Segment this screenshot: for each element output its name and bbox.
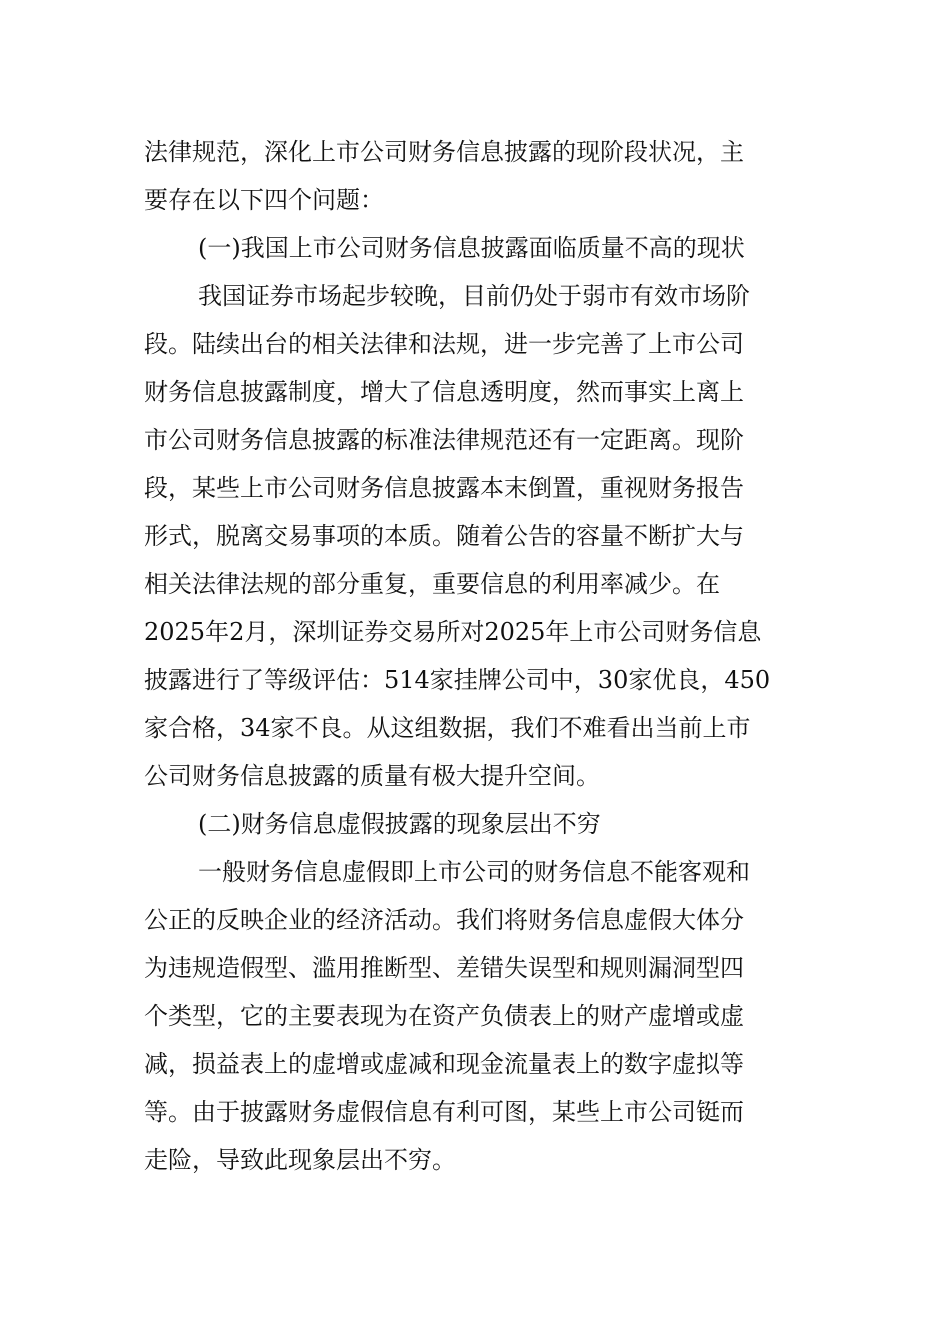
section-heading-2 bbox=[144, 800, 794, 848]
paragraph-intro-continuation bbox=[144, 128, 794, 224]
text-line: 我国证券市场起步较晚，目前仍处于弱市有效市场阶 bbox=[198, 282, 750, 310]
text-line: 家合格，34家不良。从这组数据，我们不难看出当前上市 bbox=[144, 714, 751, 742]
text-line: 段，某些上市公司财务信息披露本末倒置，重视财务报告 bbox=[144, 474, 744, 502]
text-line: 个类型，它的主要表现为在资产负债表上的财产虚增或虚 bbox=[144, 1002, 744, 1030]
text-line: 相关法律法规的部分重复，重要信息的利用率减少。在 bbox=[144, 570, 720, 598]
document-page bbox=[144, 128, 794, 1184]
section-heading-1 bbox=[144, 224, 794, 272]
heading-text: (一)我国上市公司财务信息披露面临质量不高的现状 bbox=[198, 234, 745, 262]
text-line: 等。由于披露财务虚假信息有利可图，某些上市公司铤而 bbox=[144, 1098, 744, 1126]
text-line: 要存在以下四个问题： bbox=[144, 186, 384, 214]
text-line: 2025年2月，深圳证券交易所对2025年上市公司财务信息 bbox=[144, 618, 762, 646]
paragraph-section-2 bbox=[144, 848, 794, 1184]
text-line: 一般财务信息虚假即上市公司的财务信息不能客观和 bbox=[198, 858, 750, 886]
text-line: 段。陆续出台的相关法律和法规，进一步完善了上市公司 bbox=[144, 330, 744, 358]
text-line: 财务信息披露制度，增大了信息透明度，然而事实上离上 bbox=[144, 378, 744, 406]
paragraph-section-1 bbox=[144, 272, 794, 800]
text-line: 走险，导致此现象层出不穷。 bbox=[144, 1146, 456, 1174]
text-line: 形式，脱离交易事项的本质。随着公告的容量不断扩大与 bbox=[144, 522, 744, 550]
text-line: 为违规造假型、滥用推断型、差错失误型和规则漏洞型四 bbox=[144, 954, 744, 982]
text-line: 减，损益表上的虚增或虚减和现金流量表上的数字虚拟等 bbox=[144, 1050, 744, 1078]
heading-text: (二)财务信息虚假披露的现象层出不穷 bbox=[198, 810, 601, 838]
text-line: 公正的反映企业的经济活动。我们将财务信息虚假大体分 bbox=[144, 906, 744, 934]
text-line: 公司财务信息披露的质量有极大提升空间。 bbox=[144, 762, 600, 790]
text-line: 披露进行了等级评估：514家挂牌公司中，30家优良，450 bbox=[144, 666, 771, 694]
text-line: 市公司财务信息披露的标准法律规范还有一定距离。现阶 bbox=[144, 426, 744, 454]
text-line: 法律规范，深化上市公司财务信息披露的现阶段状况，主 bbox=[144, 138, 744, 166]
